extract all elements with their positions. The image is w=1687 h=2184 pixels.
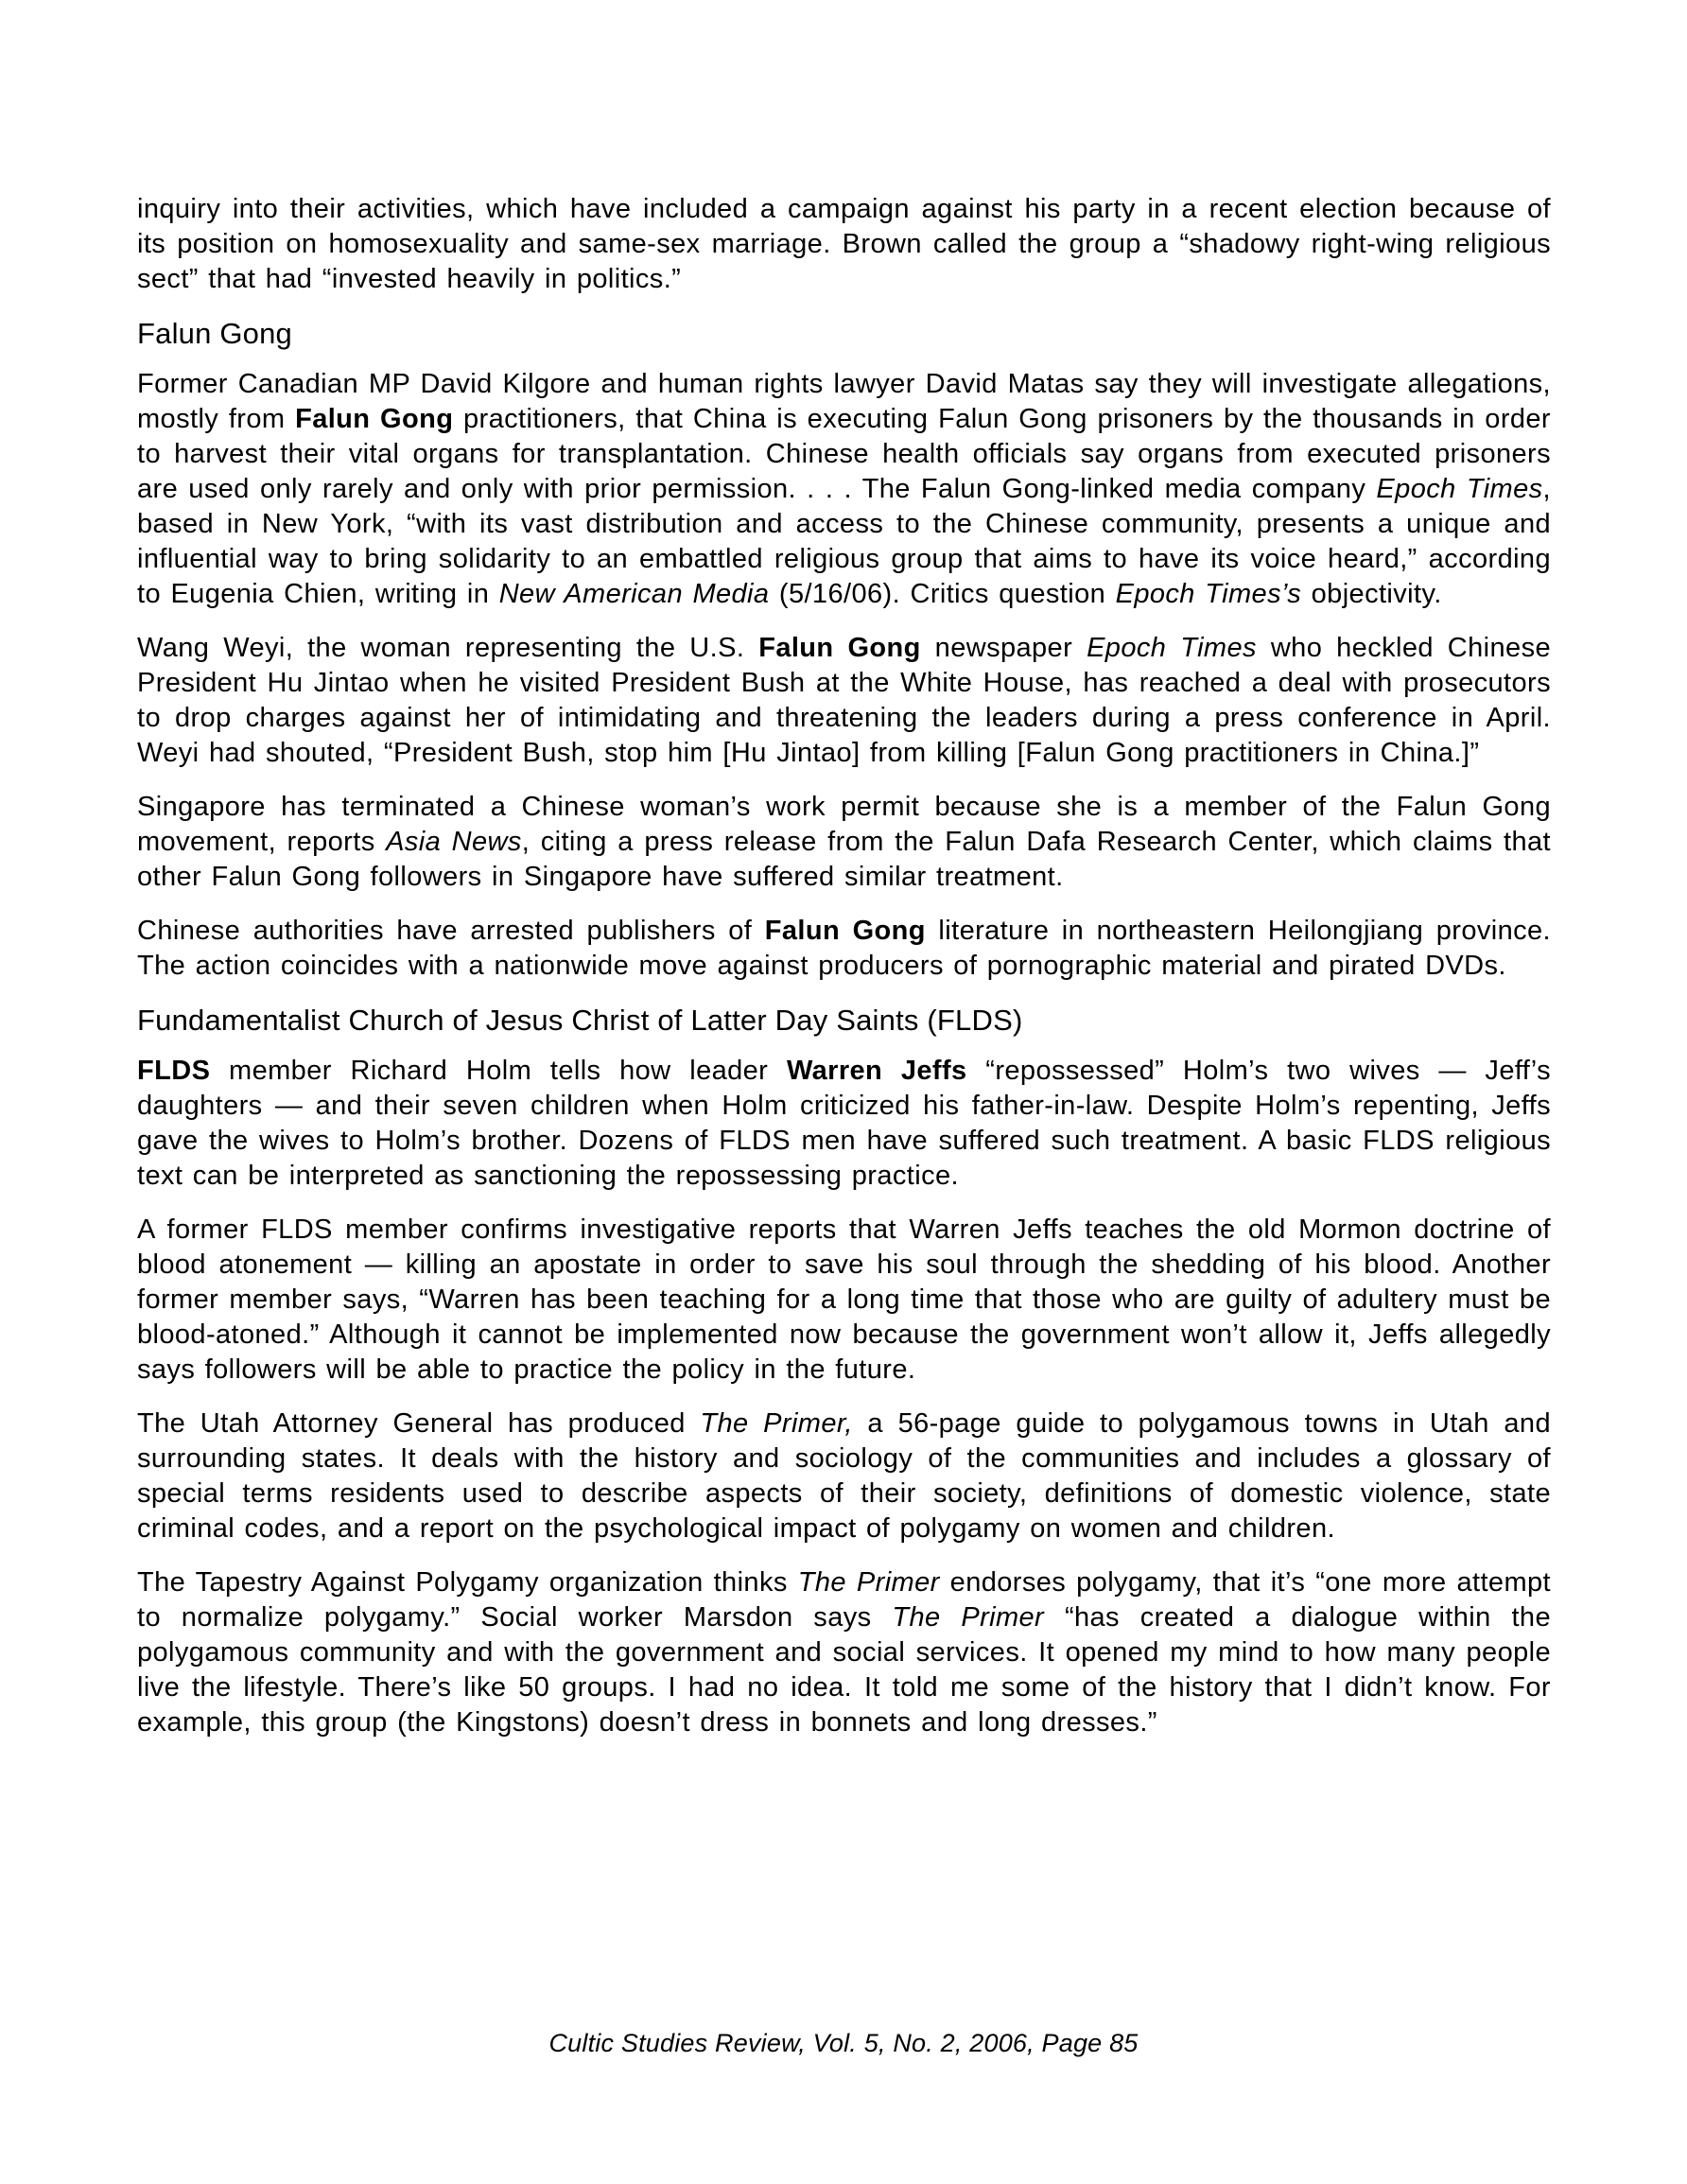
text-run: Epoch Times (1087, 633, 1257, 663)
text-run: endorses polygamy, that it’s “one more attempt to normalize polygamy.” Social worker Marsdon says (137, 1567, 1551, 1633)
text-run: literature in northeastern Heilongjiang province. The action coincides with a nationwide move against producers of pornographic material and pirated DVDs. (137, 916, 1552, 981)
text-run: The Primer, (700, 1408, 853, 1439)
text-run: objectivity. (1301, 579, 1442, 609)
text-run: (5/16/06). Critics question (769, 579, 1116, 609)
text-run: FLDS (137, 1056, 211, 1086)
section-heading (137, 1003, 1551, 1039)
text-run: inquiry into their activities, which have included a campaign against his party in a recent election because of its position on homosexuality and same-sex marriage. Brown called the group a “shadowy right-wing religious sect” that had “invested heavily in politics.” (137, 194, 1551, 294)
text-run: a 56-page guide to polygamous towns in Utah and surrounding states. It deals with the history and sociology of the communities and includes a glossary of special terms residents used to describe aspects of their society, definitions of domestic violence, state criminal codes, and a report on the psychological impact of polygamy on women and children. (137, 1408, 1551, 1544)
paragraph (137, 790, 1551, 895)
paragraph (137, 914, 1551, 984)
document-body (137, 192, 1551, 1759)
text-run: Epoch Times’s (1115, 579, 1302, 609)
paragraph (137, 1054, 1551, 1194)
text-run: Singapore has terminated a Chinese woman’s work permit because she is a member of the Falun Gong movement, reports (137, 792, 1551, 857)
text-run: “has created a dialogue within the polygamous community and with the government and social services. It opened my mind to how many people live the lifestyle. There’s like 50 groups. I had no idea. It told me some of the history that I didn’t know. For example, this group (the Kingstons) doesn’t dress in bonnets and long dresses.” (137, 1602, 1551, 1738)
text-run: , based in New York, “with its vast distribution and access to the Chinese community, presents a unique and influential way to bring solidarity to an embattled religious group that aims to have its voice heard,” according to Eugenia Chien, writing in (137, 474, 1551, 609)
paragraph (137, 192, 1551, 297)
text-run: Falun Gong (295, 404, 454, 434)
text-run: Epoch Times (1376, 474, 1543, 504)
text-run: The Primer (892, 1602, 1045, 1633)
text-run: “repossessed” Holm’s two wives — Jeff’s daughters — and their seven children when Holm criticized his father-in-law. Despite Holm’s repenting, Jeffs gave the wives to Holm’s brother. Dozens of FLDS men have suffered such treatment. A basic FLDS religious text can be interpreted as sanctioning the repossessing practice. (137, 1056, 1551, 1191)
page-footer: Cultic Studies Review, Vol. 5, No. 2, 2006, Page 85 (548, 2029, 1139, 2057)
paragraph (137, 367, 1551, 612)
text-run: newspaper (920, 633, 1087, 663)
paragraph (137, 1406, 1551, 1546)
text-run: Warren Jeffs (786, 1056, 967, 1086)
text-run: Falun Gong (758, 633, 921, 663)
text-run: The Primer (797, 1567, 940, 1598)
text-run: member Richard Holm tells how leader (210, 1056, 787, 1086)
text-run: Fundamentalist Church of Jesus Christ of Latter Day Saints (FLDS) (137, 1004, 1023, 1037)
text-run: practitioners, that China is executing Falun Gong prisoners by the thousands in order to harvest their vital organs for transplantation. Chinese health officials say organs from executed prisoners are used only rarely and only with prior permission. . . . The Falun Gong-linked media company (137, 404, 1551, 504)
text-run: Falun Gong (764, 916, 926, 946)
paragraph (137, 1565, 1551, 1740)
text-run: The Utah Attorney General has produced (137, 1408, 701, 1439)
text-run: Asia News (386, 827, 522, 857)
text-run: The Tapestry Against Polygamy organization thinks (137, 1567, 798, 1598)
text-run: , citing a press release from the Falun Dafa Research Center, which claims that other Falun Gong followers in Singapore have suffered similar treatment. (137, 827, 1552, 892)
text-run: Former Canadian MP David Kilgore and human rights lawyer David Matas say they will investigate allegations, mostly from (137, 369, 1551, 434)
paragraph (137, 631, 1551, 771)
text-run: who heckled Chinese President Hu Jintao when he visited President Bush at the White House, has reached a deal with prosecutors to drop charges against her of intimidating and threatening the leaders during a press conference in April. Weyi had shouted, “President Bush, stop him [Hu Jintao] from killing [Falun Gong practitioners in China.]” (137, 633, 1552, 768)
section-heading (137, 316, 1551, 352)
text-run: Falun Gong (137, 317, 292, 350)
paragraph (137, 1213, 1551, 1388)
text-run: Chinese authorities have arrested publishers of (137, 916, 765, 946)
text-run: New American Media (498, 579, 770, 609)
text-run: A former FLDS member confirms investigative reports that Warren Jeffs teaches the old Mormon doctrine of blood atonement — killing an apostate in order to save his soul through the shedding of his blood. Another former member says, “Warren has been teaching for a long time that those who are guilty of adultery must be blood-atoned.” Although it cannot be implemented now because the government won’t allow it, Jeffs allegedly says followers will be able to practice the policy in the future. (137, 1214, 1551, 1385)
text-run: Wang Weyi, the woman representing the U.S. (137, 633, 759, 663)
